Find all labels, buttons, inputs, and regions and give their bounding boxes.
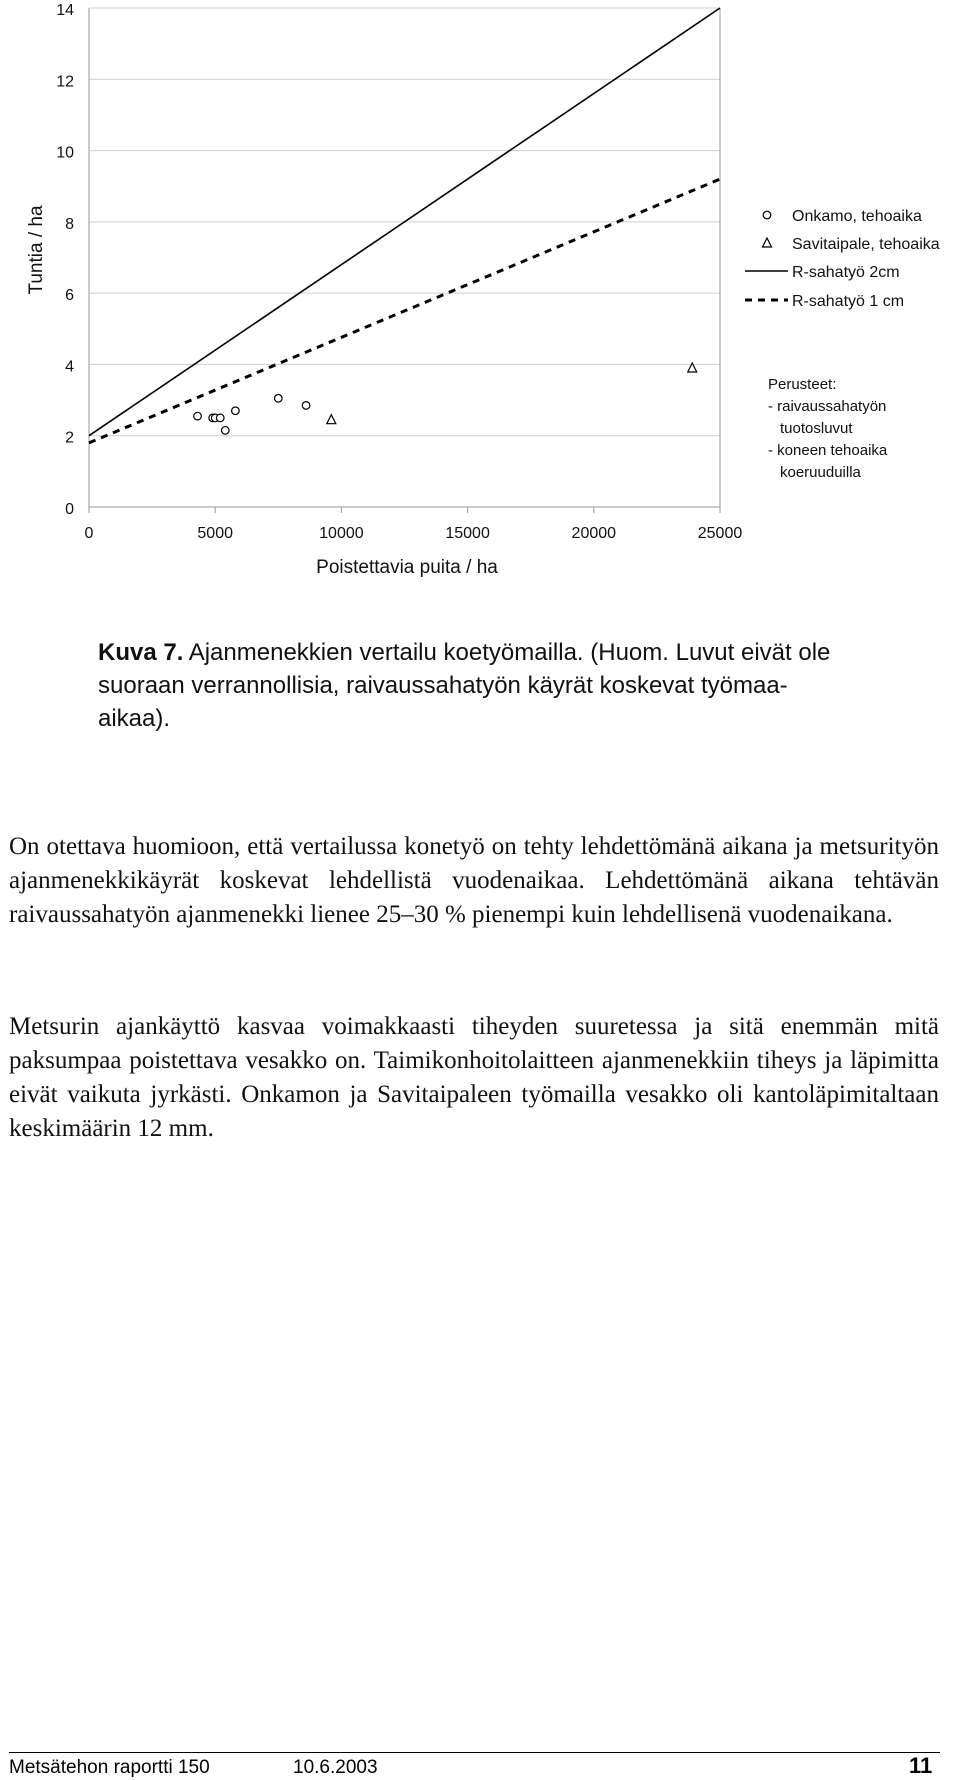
time-comparison-chart	[0, 0, 960, 600]
footer-divider	[9, 1752, 940, 1753]
y-tick-label: 4	[65, 358, 74, 376]
y-tick-label: 10	[56, 144, 74, 162]
legend-entry-label: R-sahatyö 1 cm	[792, 293, 905, 310]
x-tick-label: 10000	[319, 525, 364, 542]
annotation-line: tuotosluvut	[780, 420, 853, 437]
x-tick-label: 15000	[445, 525, 490, 542]
x-tick-label: 5000	[197, 525, 233, 542]
y-tick-label: 2	[65, 429, 74, 447]
x-tick-label: 0	[84, 525, 94, 542]
figure-caption	[98, 636, 838, 735]
legend-triangle-swatch	[763, 238, 772, 247]
onkamo-point	[232, 407, 240, 415]
legend-circle-swatch	[763, 211, 771, 219]
series-markers	[194, 363, 697, 434]
y-tick-label: 12	[56, 73, 74, 91]
onkamo-point	[275, 394, 283, 402]
x-tick-label: 20000	[571, 525, 617, 542]
legend-entry-label: Onkamo, tehoaika	[792, 208, 922, 225]
paragraph: On otettava huomioon, että vertailussa konetyö on tehty lehdettömänä aikana ja metsurityön ajanmenekkikäyrät koskevat lehdellistä vuodenaikaa. Lehdettömänä aikana tehtävän raivaussahatyön ajanmenekki lienee 25–30 % pienempi kuin lehdellisenä vuodenaikana.	[9, 833, 939, 928]
annotation-line: koeruuduilla	[780, 464, 861, 481]
onkamo-point	[302, 402, 310, 410]
tick-labels	[56, 2, 742, 542]
annotation-line: Perusteet:	[768, 376, 837, 393]
annotation-text	[768, 376, 888, 481]
y-tick-label: 0	[65, 501, 74, 518]
page-number: 11	[909, 1753, 933, 1778]
y-tick-label: 8	[65, 215, 74, 233]
annotation-line: - koneen tehoaika	[768, 442, 888, 459]
figure-caption-text: Ajanmenekkien vertailu koetyömailla. (Huom. Luvut eivät ole suoraan verrannollisia, raivaussahatyön käyrät koskevat työmaa-aikaa).	[98, 639, 831, 732]
figure-caption-label: Kuva 7.	[98, 639, 184, 666]
axes	[89, 8, 720, 513]
y-axis-label: Tuntia / ha	[26, 205, 47, 295]
annotation-line: - raivaussahatyön	[768, 398, 887, 415]
onkamo-point	[216, 414, 224, 422]
series-line-3	[89, 179, 720, 443]
legend	[745, 208, 940, 310]
onkamo-point	[194, 412, 202, 420]
x-tick-label: 25000	[697, 525, 743, 542]
savitaipale-point	[327, 415, 336, 424]
legend-entry-label: R-sahatyö 2cm	[792, 264, 900, 281]
footer-report-title: Metsätehon raportti 150	[9, 1757, 210, 1778]
x-axis-label: Poistettavia puita / ha	[316, 557, 498, 578]
footer-date: 10.6.2003	[293, 1757, 378, 1778]
onkamo-point	[221, 427, 229, 435]
y-tick-label: 14	[56, 2, 74, 19]
paragraph: Metsurin ajankäyttö kasvaa voimakkaasti tiheyden suuretessa ja sitä enemmän mitä paksumpaa poistettava vesakko on. Taimikonhoitolaitteen ajanmenekkiin tiheys ja läpimitta eivät vaikuta jyrkästi. Onkamon ja Savitaipaleen työmailla vesakko oli kantoläpimitaltaan keskimäärin 12 mm.	[9, 1013, 939, 1142]
series-lines	[89, 8, 720, 443]
legend-entry-label: Savitaipale, tehoaika	[792, 236, 940, 253]
y-tick-label: 6	[65, 287, 74, 305]
